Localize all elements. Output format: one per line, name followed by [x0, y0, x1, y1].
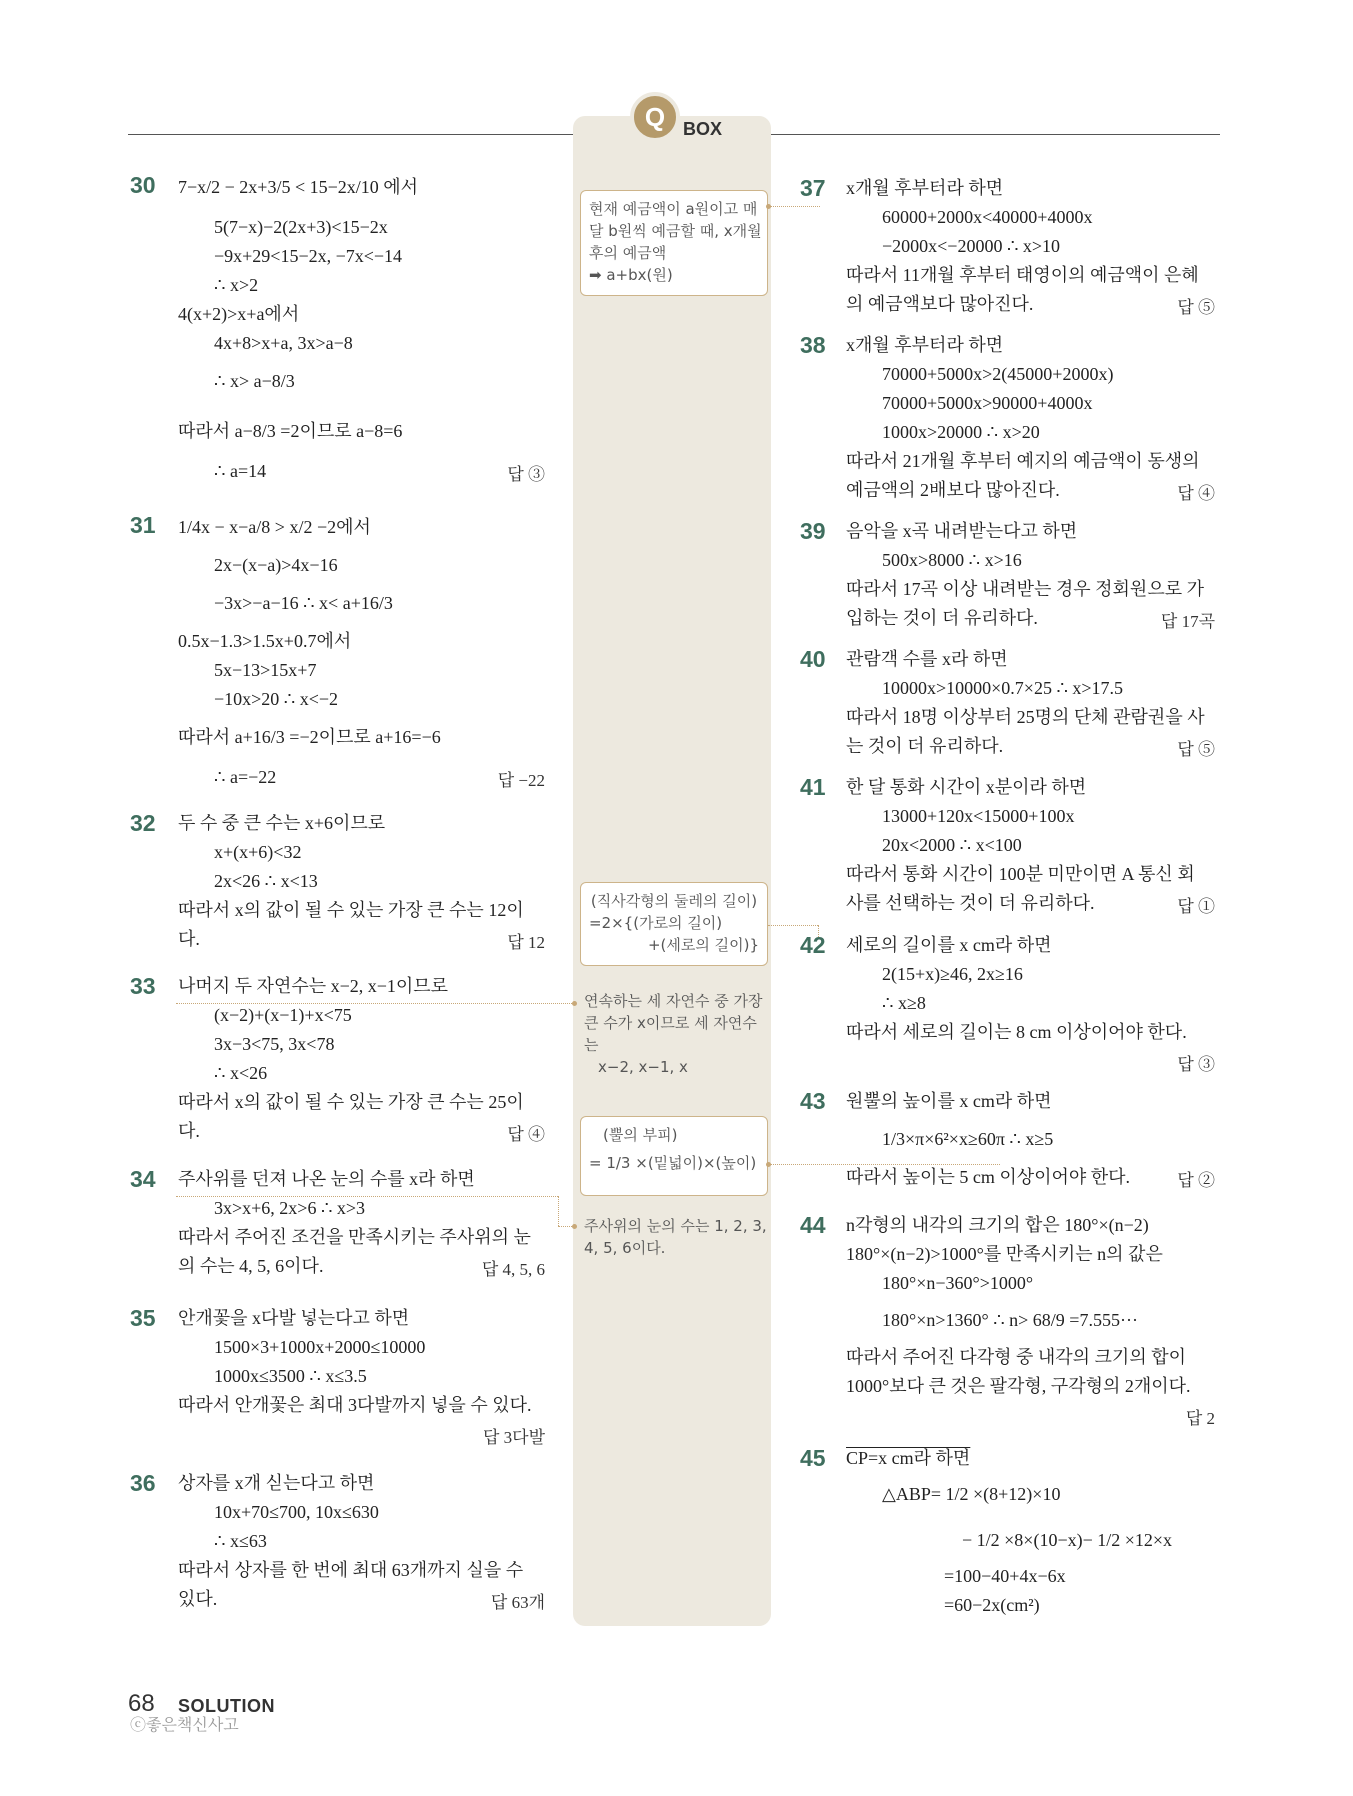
solution-line: 따라서 안개꽃은 최대 3다발까지 넣을 수 있다. [178, 1395, 532, 1415]
solution-line: 따라서 17곡 이상 내려받는 경우 정회원으로 가 [846, 579, 1204, 599]
solution-line: 예금액의 2배보다 많아진다. [846, 480, 1060, 500]
answer: 답 ① [1177, 897, 1215, 916]
solution-line: 13000+120x<15000+100x [882, 806, 1075, 826]
problem-30 [130, 172, 545, 482]
problem-45 [800, 1445, 1215, 1625]
copyright: ⓒ좋은책신사고 [130, 1715, 239, 1734]
solution-line: 4(x+2)>x+a에서 [178, 304, 300, 324]
solution-line: 따라서 주어진 조건을 만족시키는 주사위의 눈 [178, 1227, 531, 1247]
solution-line: (x−2)+(x−1)+x<75 [214, 1005, 352, 1025]
answer: 답 12 [507, 933, 545, 952]
problem-34 [130, 1166, 545, 1286]
answer: 답 −22 [497, 771, 545, 790]
solution-line: △ABP= 1/2 ×(8+12)×10 [882, 1484, 1061, 1504]
problem-number: 43 [800, 1088, 826, 1114]
problem-number: 36 [130, 1470, 156, 1496]
answer: 답 17곡 [1160, 612, 1215, 631]
solution-line: ∴ x> a−8/3 [214, 371, 295, 391]
solution-line: CP=x cm라 하면 [846, 1448, 971, 1468]
solution-line: 20x<2000 ∴ x<100 [882, 835, 1022, 855]
solution-line: 나머지 두 자연수는 x−2, x−1이므로 [178, 976, 449, 996]
solution-line: −3x>−a−16 ∴ x< a+16/3 [214, 593, 393, 613]
solution-line: ∴ x≥8 [882, 993, 926, 1013]
solution-line: 180°×n−360°>1000° [882, 1273, 1034, 1293]
solution-line: 따라서 18명 이상부터 25명의 단체 관람권을 사 [846, 707, 1205, 727]
solution-line: 10x+70≤700, 10x≤630 [214, 1502, 379, 1522]
answer: 답 63개 [490, 1593, 545, 1612]
solution-line: 다. [178, 1121, 200, 1141]
solution-line: 음악을 x곡 내려받는다고 하면 [846, 521, 1078, 541]
solution-line: =60−2x(cm²) [944, 1595, 1040, 1615]
solution-line: −2000x<−20000 ∴ x>10 [882, 236, 1061, 256]
top-rule-left [128, 134, 576, 135]
answer: 답 ⑤ [1177, 298, 1215, 317]
note-line: (직사각형의 둘레의 길이) [590, 892, 758, 910]
note-line: 현재 예금액이 a원이고 매 [589, 200, 758, 218]
solution-line: ∴ a=−22 [214, 767, 277, 787]
solution-line: ∴ x<26 [214, 1063, 268, 1083]
solution-line: 따라서 통화 시간이 100분 미만이면 A 통신 회 [846, 864, 1195, 884]
solution-line: 5x−13>15x+7 [214, 660, 317, 680]
solution-line: 안개꽃을 x다발 넣는다고 하면 [178, 1308, 410, 1328]
solution-line: 있다. [178, 1589, 218, 1609]
qbox-note-cone-volume [580, 1116, 768, 1196]
problem-37 [800, 175, 1215, 325]
problem-number: 35 [130, 1305, 156, 1331]
solution-line: 5(7−x)−2(2x+3)<15−2x [214, 217, 388, 237]
solution-line: 180°×(n−2)>1000°를 만족시키는 n의 값은 [846, 1244, 1163, 1264]
problem-number: 39 [800, 518, 826, 544]
solution-line: 3x>x+6, 2x>6 ∴ x>3 [214, 1198, 366, 1218]
solution-line: 따라서 세로의 길이는 8 cm 이상이어야 한다. [846, 1022, 1187, 1042]
problem-number: 32 [130, 810, 156, 836]
qbox-label: BOX [683, 119, 723, 139]
answer: 답 4, 5, 6 [481, 1260, 545, 1279]
note-line: 큰 수가 x이므로 세 자연수 [584, 1014, 757, 1032]
solution-line: 따라서 x의 값이 될 수 있는 가장 큰 수는 25이 [178, 1092, 524, 1112]
answer: 답 ④ [507, 1125, 545, 1144]
solution-line: 입하는 것이 더 유리하다. [846, 608, 1038, 628]
solution-line: 1/3×π×6²×x≥60π ∴ x≥5 [882, 1129, 1054, 1149]
qbox-note-rectangle [580, 882, 768, 966]
note-line: 연속하는 세 자연수 중 가장 [584, 992, 763, 1010]
solution-line: 1500×3+1000x+2000≤10000 [214, 1337, 426, 1357]
solution-line: 관람객 수를 x라 하면 [846, 649, 1008, 669]
problem-33 [130, 973, 545, 1153]
qbox-column [573, 116, 771, 1626]
solution-line: 70000+5000x>90000+4000x [882, 393, 1093, 413]
problem-35 [130, 1305, 545, 1455]
solution-line: 1000x>20000 ∴ x>20 [882, 422, 1040, 442]
top-rule-right [770, 134, 1220, 135]
leader-dot [572, 1001, 577, 1006]
solution-line: 두 수 중 큰 수는 x+6이므로 [178, 813, 386, 833]
note-line: =2×{(가로의 길이) [589, 914, 723, 932]
solution-line: 따라서 21개월 후부터 예지의 예금액이 동생의 [846, 451, 1200, 471]
problem-31 [130, 512, 545, 792]
solution-line: 는 것이 더 유리하다. [846, 736, 1004, 756]
qbox-logo-icon: Q [630, 92, 680, 142]
problem-number: 45 [800, 1445, 826, 1471]
answer: 답 ⑤ [1177, 740, 1215, 759]
problem-38 [800, 332, 1215, 512]
leader-line [768, 925, 818, 926]
note-line: 4, 5, 6이다. [584, 1239, 666, 1257]
note-line: 달 b원씩 예금할 때, x개월 [589, 222, 762, 240]
problem-32 [130, 810, 545, 960]
note-line: ➡ a+bx(원) [589, 266, 673, 284]
solution-line: 세로의 길이를 x cm라 하면 [846, 935, 1052, 955]
solution-line: 4x+8>x+a, 3x>a−8 [214, 333, 353, 353]
solution-line: 한 달 통화 시간이 x분이라 하면 [846, 777, 1087, 797]
solution-line: ∴ x>2 [214, 275, 259, 295]
problem-number: 30 [130, 172, 156, 198]
page-number: 68 [128, 1690, 155, 1717]
answer: 답 ② [1177, 1171, 1215, 1190]
qbox-note-dice [580, 1215, 768, 1259]
solution-line: 따라서 높이는 5 cm 이상이어야 한다. [846, 1167, 1131, 1187]
solution-line: 2x<26 ∴ x<13 [214, 871, 318, 891]
qbox-note-consecutive [580, 990, 768, 1078]
solution-line: 따라서 x의 값이 될 수 있는 가장 큰 수는 12이 [178, 900, 524, 920]
note-line: 후의 예금액 [589, 244, 667, 262]
problem-40 [800, 646, 1215, 766]
solution-line: 70000+5000x>2(45000+2000x) [882, 364, 1114, 384]
qbox-note-savings [580, 190, 768, 296]
note-line: 주사위의 눈의 수는 1, 2, 3, [584, 1217, 767, 1235]
solution-line: =100−40+4x−6x [944, 1566, 1066, 1586]
solution-line: −10x>20 ∴ x<−2 [214, 689, 339, 709]
problem-number: 42 [800, 932, 826, 958]
solution-line: 따라서 상자를 한 번에 최대 63개까지 실을 수 [178, 1560, 524, 1580]
problem-number: 38 [800, 332, 826, 358]
problem-number: 41 [800, 774, 826, 800]
answer: 답 ④ [1177, 484, 1215, 503]
problem-41 [800, 774, 1215, 924]
note-line: +(세로의 길이)} [647, 936, 759, 954]
solution-line: 3x−3<75, 3x<78 [214, 1034, 335, 1054]
leader-dot [572, 1224, 577, 1229]
solution-line: 사를 선택하는 것이 더 유리하다. [846, 893, 1095, 913]
note-line: x−2, x−1, x [598, 1058, 688, 1076]
solution-line: 따라서 a−8/3 =2이므로 a−8=6 [178, 421, 403, 441]
solution-line: 0.5x−1.3>1.5x+0.7에서 [178, 631, 352, 651]
leader-line [558, 1196, 559, 1226]
problem-number: 37 [800, 175, 826, 201]
solution-line: 의 예금액보다 많아진다. [846, 294, 1034, 314]
note-line: = 1/3 ×(밑넓이)×(높이) [589, 1154, 757, 1172]
solution-line: − 1/2 ×8×(10−x)− 1/2 ×12×x [962, 1530, 1173, 1550]
solution-line: 7−x/2 − 2x+3/5 < 15−2x/10 에서 [178, 177, 419, 197]
solution-line: 의 수는 4, 5, 6이다. [178, 1256, 324, 1276]
solution-line: 180°×n>1360° ∴ n> 68/9 =7.555··· [882, 1310, 1138, 1330]
answer: 답 2 [1185, 1409, 1215, 1428]
solution-line: 다. [178, 929, 200, 949]
solution-line: −9x+29<15−2x, −7x<−14 [214, 246, 403, 266]
answer: 답 ③ [1177, 1055, 1215, 1074]
problem-44 [800, 1212, 1215, 1428]
problem-36 [130, 1470, 545, 1620]
solution-line: ∴ x≤63 [214, 1531, 267, 1551]
problem-42 [800, 932, 1215, 1082]
solution-line: 따라서 주어진 다각형 중 내각의 크기의 합이 [846, 1347, 1186, 1367]
solution-line: 따라서 a+16/3 =−2이므로 a+16=−6 [178, 727, 441, 747]
problem-number: 40 [800, 646, 826, 672]
note-line: 는 [584, 1036, 599, 1054]
solution-line: 상자를 x개 싣는다고 하면 [178, 1473, 375, 1493]
solution-line: 2(15+x)≥46, 2x≥16 [882, 964, 1023, 984]
footer-label: SOLUTION [178, 1696, 275, 1716]
solution-line: 1/4x − x−a/8 > x/2 −2에서 [178, 517, 371, 537]
solution-line: 원뿔의 높이를 x cm라 하면 [846, 1091, 1052, 1111]
solution-line: 500x>8000 ∴ x>16 [882, 550, 1022, 570]
problem-43 [800, 1088, 1215, 1198]
solution-line: x개월 후부터라 하면 [846, 335, 1004, 355]
solution-line: 따라서 11개월 후부터 태영이의 예금액이 은혜 [846, 265, 1199, 285]
problem-number: 44 [800, 1212, 826, 1238]
solution-line: 1000°보다 큰 것은 팔각형, 구각형의 2개이다. [846, 1376, 1191, 1396]
solution-line: x개월 후부터라 하면 [846, 178, 1004, 198]
solution-line: 60000+2000x<40000+4000x [882, 207, 1093, 227]
note-line: (뿔의 부피) [603, 1126, 678, 1144]
solution-line: 주사위를 던져 나온 눈의 수를 x라 하면 [178, 1169, 475, 1189]
problem-number: 34 [130, 1166, 156, 1192]
solution-line: 2x−(x−a)>4x−16 [214, 555, 338, 575]
solution-line: n각형의 내각의 크기의 합은 180°×(n−2) [846, 1215, 1149, 1235]
answer: 답 3다발 [482, 1428, 545, 1447]
leader-dot [766, 1162, 771, 1167]
solution-line: x+(x+6)<32 [214, 842, 302, 862]
answer: 답 ③ [507, 465, 545, 484]
solution-line: 1000x≤3500 ∴ x≤3.5 [214, 1366, 367, 1386]
problem-number: 31 [130, 512, 156, 538]
solution-line: 10000x>10000×0.7×25 ∴ x>17.5 [882, 678, 1124, 698]
problem-number: 33 [130, 973, 156, 999]
problem-39 [800, 518, 1215, 638]
solution-line: ∴ a=14 [214, 461, 267, 481]
